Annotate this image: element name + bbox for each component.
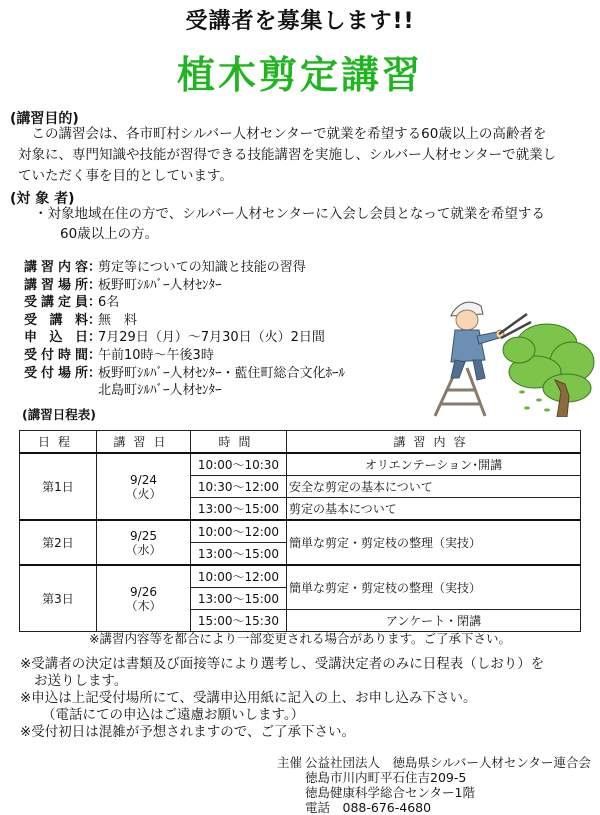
organizer-phone	[277, 800, 591, 815]
time-cell: 13:00～15:00	[191, 543, 287, 566]
date-cell	[97, 453, 191, 520]
info-label: 講習内容	[24, 260, 88, 275]
info-row-content: 講習内容 ： 剪定等についての知識と技能の習得	[24, 260, 306, 275]
note-line: （電話にての申込はご遠慮お願いします。）	[42, 707, 305, 723]
info-value: 板野町ｼﾙﾊﾞｰ人材ｾﾝﾀｰ	[98, 277, 222, 293]
purpose-line: ていただく事を目的としています。	[18, 168, 233, 184]
course-info	[24, 259, 345, 400]
purpose-line: 対象に、専門知識や技能が習得できる技能講習を実施し、シルバー人材センターで就業し	[18, 147, 557, 163]
header-content: 講習内容	[287, 431, 581, 454]
target-text	[34, 204, 545, 244]
info-label: 受付場所	[24, 365, 88, 381]
phone-label: 電話	[305, 800, 331, 815]
header-date: 講習日	[97, 431, 191, 454]
info-row-fee: 受講料 ： 無 料	[24, 312, 138, 328]
content-cell: アンケート・閉講	[287, 610, 581, 632]
header-day: 日程	[20, 431, 97, 454]
organizer-address: 徳島市川内町平石住吉209-5	[305, 770, 467, 785]
recruitment-subtitle: 受講者を募集します!!	[185, 9, 415, 34]
day-cell: 第2日	[20, 520, 97, 565]
note-line: ※受付初日は混雑が予想されますので、ご了承下さい。	[20, 724, 356, 740]
info-row-venue: 講習場所 ： 板野町ｼﾙﾊﾞｰ人材ｾﾝﾀｰ	[24, 277, 222, 293]
info-label: 講習場所	[24, 277, 88, 293]
organizer-building: 徳島健康科学総合センター1階	[305, 785, 475, 800]
time-cell: 10:30～12:00	[191, 476, 287, 498]
date-value: 9/25	[130, 528, 157, 543]
time-cell: 13:00～15:00	[191, 588, 287, 610]
organizer-name: 公益社団法人 徳島県シルバー人材センター連合会	[305, 755, 591, 770]
table-row	[20, 453, 581, 476]
weekday-value: （水）	[125, 542, 162, 557]
date-cell	[97, 565, 191, 632]
purpose-heading: (講習目的)	[10, 111, 79, 127]
target-line: 60歳以上の方。	[60, 226, 159, 242]
time-cell: 15:00～15:30	[191, 610, 287, 632]
target-heading: (対 象 者)	[10, 191, 75, 207]
info-value: 北島町ｼﾙﾊﾞｰ人材ｾﾝﾀｰ	[98, 383, 222, 399]
info-label: 申込日	[24, 330, 88, 346]
content-cell: 簡単な剪定・剪定枝の整理（実技）	[287, 520, 581, 565]
header-time: 時間	[191, 431, 287, 454]
organizer-lead: 主催	[277, 755, 303, 770]
day-cell: 第1日	[20, 453, 97, 520]
info-value: 7月29日（月）～7月30日（火）2日間	[98, 330, 325, 346]
course-title: 植木剪定講習	[176, 53, 423, 97]
weekday-value: （火）	[125, 486, 162, 501]
info-label: 受付時間	[24, 347, 88, 363]
info-value: 午前10時～午後3時	[98, 347, 214, 363]
info-row-capacity: 受講定員 ： 6名	[24, 295, 120, 311]
schedule-header-row	[20, 431, 581, 454]
note-line: ※受講者の決定は書類及び面接等により選考し、受講決定者のみに日程表（しおり）を	[20, 656, 545, 672]
content-cell: 簡単な剪定・剪定枝の整理（実技）	[287, 565, 581, 610]
target-line: ・対象地域在住の方で、シルバー人材センターに入会し会員となって就業を希望する	[34, 206, 545, 222]
time-cell: 10:00～10:30	[191, 453, 287, 476]
date-value: 9/26	[130, 584, 157, 599]
table-row	[20, 520, 581, 543]
info-label: 受講定員	[24, 295, 88, 311]
purpose-text	[18, 124, 556, 187]
info-value: 無 料	[98, 312, 138, 328]
note-line: ※申込は上記受付場所にて、受講申込用紙に記入の上、お申し込み下さい。	[20, 690, 477, 706]
info-row-application-date: 申込日 ： 7月29日（月）～7月30日（火）2日間	[24, 330, 325, 346]
schedule-table	[19, 430, 581, 632]
organizer-block	[277, 755, 591, 815]
weekday-value: （木）	[125, 598, 162, 613]
purpose-line: この講習会は、各市町村シルバー人材センターで就業を希望する60歳以上の高齢者を	[18, 126, 547, 142]
content-cell: オリエンテーション･開講	[287, 453, 581, 476]
time-cell: 13:00～15:00	[191, 498, 287, 521]
content-cell: 安全な剪定の基本について	[287, 476, 581, 498]
note-line: お送りします。	[34, 673, 128, 689]
day-cell: 第3日	[20, 565, 97, 632]
info-value: 6名	[98, 295, 120, 311]
info-value: 剪定等についての知識と技能の習得	[98, 260, 306, 275]
date-value: 9/24	[130, 472, 157, 487]
info-row-reception-place: 受付場所 ： 板野町ｼﾙﾊﾞｰ人材ｾﾝﾀｰ・藍住町総合文化ﾎｰﾙ	[24, 365, 346, 381]
date-cell	[97, 520, 191, 565]
phone-number: 088-676-4680	[342, 800, 432, 815]
table-row	[20, 565, 581, 588]
info-value: 板野町ｼﾙﾊﾞｰ人材ｾﾝﾀｰ・藍住町総合文化ﾎｰﾙ	[98, 365, 346, 381]
schedule-note: ※講習内容等を都合により一部変更される場合があります。ご了承下さい。	[89, 631, 511, 646]
schedule-heading: (講習日程表)	[22, 407, 96, 422]
notes	[20, 656, 544, 741]
time-cell: 10:00～12:00	[191, 565, 287, 588]
content-cell: 剪定の基本について	[287, 498, 581, 521]
gardener-pruning-tree-illustration	[427, 292, 595, 417]
info-label: 受講料	[24, 312, 88, 328]
info-row-reception-place-2	[24, 382, 345, 400]
time-cell: 10:00～12:00	[191, 520, 287, 543]
info-row-reception-hours: 受付時間 ： 午前10時～午後3時	[24, 347, 214, 363]
